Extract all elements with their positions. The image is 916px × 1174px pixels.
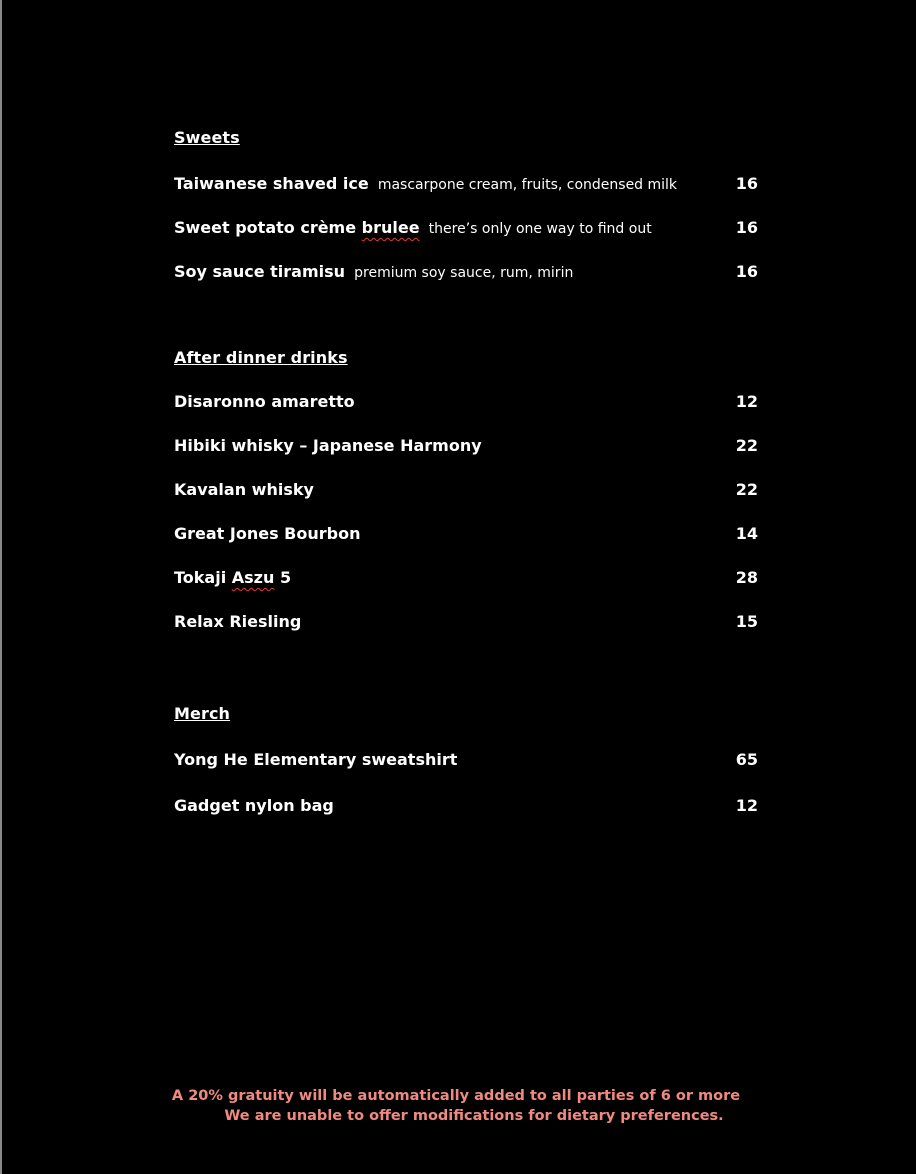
menu-item-row	[174, 434, 758, 458]
menu-item-row	[174, 794, 758, 818]
spellcheck-flagged-word: Aszu	[231, 568, 275, 587]
item-name: Kavalan whisky	[174, 480, 314, 499]
item-price: 12	[735, 796, 758, 815]
menu-page	[2, 0, 916, 1174]
footer-notice	[2, 1086, 916, 1126]
item-description: there’s only one way to find out	[428, 221, 652, 237]
item-name: Disaronno amaretto	[174, 392, 355, 411]
section-heading-sweets: Sweets	[174, 128, 240, 147]
menu-item-row	[174, 172, 758, 196]
item-price: 65	[735, 750, 758, 769]
item-name: Soy sauce tiramisu	[174, 262, 346, 281]
item-name-part: Sweet potato crème	[174, 218, 362, 237]
menu-item-row	[174, 610, 758, 634]
item-name: Hibiki whisky – Japanese Harmony	[174, 436, 482, 455]
item-price: 28	[735, 568, 758, 587]
gratuity-notice: A 20% gratuity will be automatically added to all parties of 6 or more	[171, 1088, 741, 1104]
item-name-part: 5	[274, 568, 292, 587]
item-price: 16	[735, 262, 758, 281]
item-name: Taiwanese shaved ice	[174, 174, 369, 193]
item-name: Gadget nylon bag	[174, 796, 334, 815]
item-price: 22	[735, 480, 758, 499]
item-description: mascarpone cream, fruits, condensed milk	[377, 177, 678, 193]
menu-item-row	[174, 566, 758, 590]
item-description: premium soy sauce, rum, mirin	[354, 265, 574, 281]
menu-item-row	[174, 390, 758, 414]
section-heading-drinks: After dinner drinks	[174, 348, 348, 367]
item-name: Relax Riesling	[174, 612, 302, 631]
item-price: 22	[735, 436, 758, 455]
item-name	[174, 568, 291, 587]
dietary-notice: We are unable to offer modifications for dietary preferences.	[224, 1108, 724, 1124]
item-price: 15	[735, 612, 758, 631]
item-price: 14	[735, 524, 758, 543]
menu-item-row	[174, 748, 758, 772]
menu-item-row	[174, 260, 758, 284]
item-name: Yong He Elementary sweatshirt	[174, 750, 458, 769]
item-price: 12	[735, 392, 758, 411]
item-name-part: Tokaji	[174, 568, 232, 587]
item-price: 16	[735, 174, 758, 193]
item-name: Great Jones Bourbon	[174, 524, 361, 543]
spellcheck-flagged-word: brulee	[361, 218, 420, 237]
menu-item-row	[174, 478, 758, 502]
menu-item-row	[174, 522, 758, 546]
menu-item-row	[174, 216, 758, 240]
item-name	[174, 218, 420, 237]
item-price: 16	[735, 218, 758, 237]
section-heading-merch: Merch	[174, 704, 231, 723]
